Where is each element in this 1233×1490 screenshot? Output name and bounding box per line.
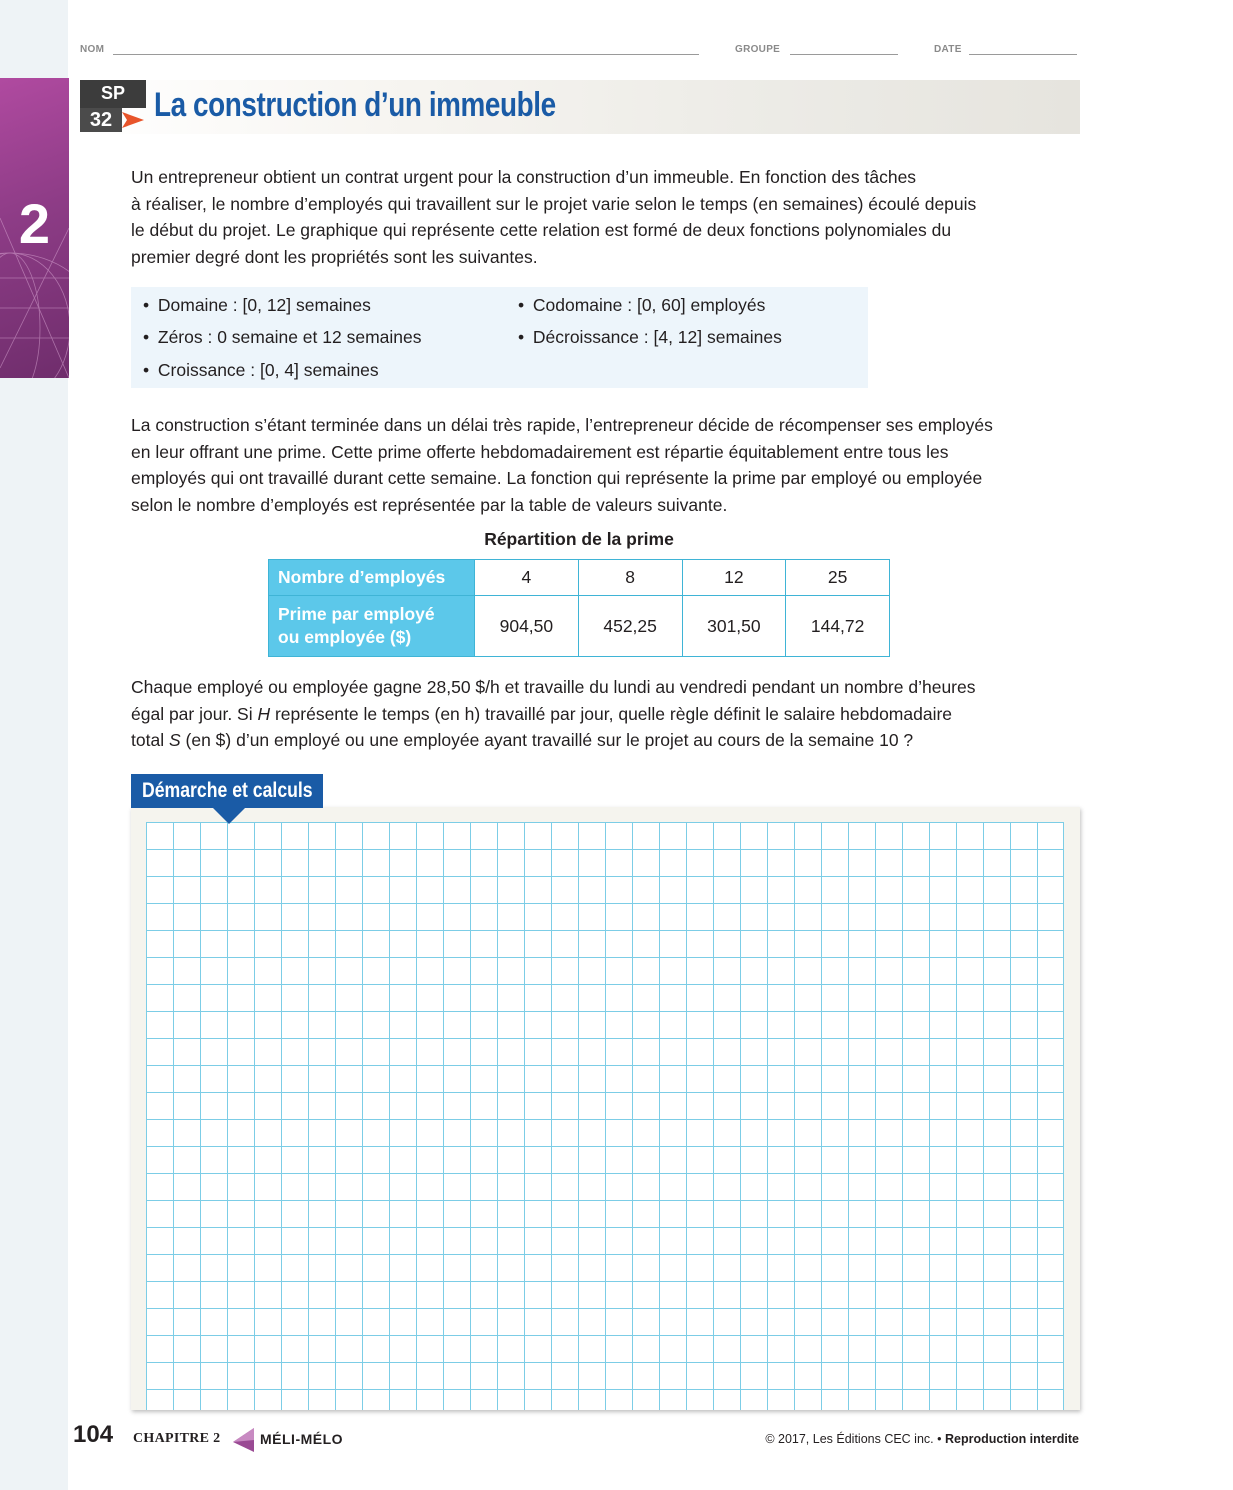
page-title: La construction d’un immeuble (154, 86, 556, 124)
table-cell: 452,25 (578, 596, 682, 657)
property-decrease: • Décroissance : [4, 12] semaines (518, 327, 782, 347)
text-line: selon le nombre d’employés est représentée par la table de valeurs suivante. (131, 494, 728, 515)
table-cell: 25 (786, 560, 890, 596)
text-line: en leur offrant une prime. Cette prime offerte hebdomadairement est répartie équitablement entre tous les (131, 441, 949, 462)
text-line: La construction s’étant terminée dans un délai très rapide, l’entrepreneur décide de récompenser ses employés (131, 415, 993, 435)
sp-number: 32 (80, 108, 122, 132)
group-field[interactable] (790, 54, 898, 55)
table-cell: 8 (578, 560, 682, 596)
name-field[interactable] (113, 54, 699, 55)
footer-chapter: CHAPITRE 2 (133, 1431, 221, 1446)
footer-section: MÉLI-MÉLO (260, 1431, 344, 1447)
triangle-left-icon (232, 1427, 256, 1453)
property-zeros: • Zéros : 0 semaine et 12 semaines (143, 327, 422, 347)
sp-badge: SP (80, 80, 146, 108)
table-cell: 904,50 (475, 596, 579, 657)
table-row-header: Prime par employé ou employée ($) (269, 596, 475, 657)
text-line: égal par jour. Si H représente le temps (en h) travaillé par jour, quelle règle définit le salaire hebdomadaire (131, 703, 953, 724)
chapter-number: 2 (18, 192, 51, 255)
date-field[interactable] (969, 54, 1077, 55)
text-line: total S (en $) d’un employé ou une employée ayant travaillé sur le projet au cours de la semaine 10 ? (131, 730, 914, 750)
bonus-paragraph (131, 412, 1081, 518)
table-cell: 301,50 (682, 596, 786, 657)
property-growth: • Croissance : [0, 4] semaines (143, 360, 379, 380)
page-number: 104 (73, 1421, 114, 1448)
text-line: à réaliser, le nombre d’employés qui travaillent sur le projet varie selon le temps (en semaines) écoulé depuis (131, 193, 977, 214)
table-cell: 144,72 (786, 596, 890, 657)
pointer-down-icon (212, 807, 246, 825)
table-row (269, 560, 890, 596)
table-row (269, 596, 890, 657)
table-cell: 12 (682, 560, 786, 596)
text-line: employés qui ont travaillé durant cette semaine. La fonction qui représente la prime par employé ou employée (131, 468, 983, 488)
date-label: DATE (934, 44, 962, 55)
table-cell: 4 (475, 560, 579, 596)
text-line: le début du projet. Le graphique qui représente cette relation est formé de deux fonctions polynomiales du (131, 220, 952, 240)
copyright: © 2017, Les Éditions CEC inc. • Reproduction interdite (765, 1432, 1079, 1446)
text-line: Chaque employé ou employée gagne 28,50 $/h et travaille du lundi au vendredi pendant un nombre d’heures (131, 677, 976, 697)
grid-paper[interactable] (146, 822, 1064, 1410)
question-paragraph (131, 674, 1081, 754)
intro-paragraph (131, 164, 1081, 270)
property-codomain: • Codomaine : [0, 60] employés (518, 295, 766, 315)
text-line: Un entrepreneur obtient un contrat urgent pour la construction d’un immeuble. En fonction des tâches (131, 167, 917, 187)
text-line: premier degré dont les propriétés sont les suivantes. (131, 246, 538, 267)
table-title: Répartition de la prime (484, 529, 674, 549)
name-label: NOM (80, 44, 105, 55)
bonus-table (268, 559, 890, 657)
work-label: Démarche et calculs (131, 774, 323, 808)
group-label: GROUPE (735, 44, 781, 55)
table-row-header: Nombre d’employés (269, 560, 475, 596)
property-domain: • Domaine : [0, 12] semaines (143, 295, 371, 315)
arrow-right-icon (122, 108, 146, 132)
chapter-tab (0, 78, 69, 378)
